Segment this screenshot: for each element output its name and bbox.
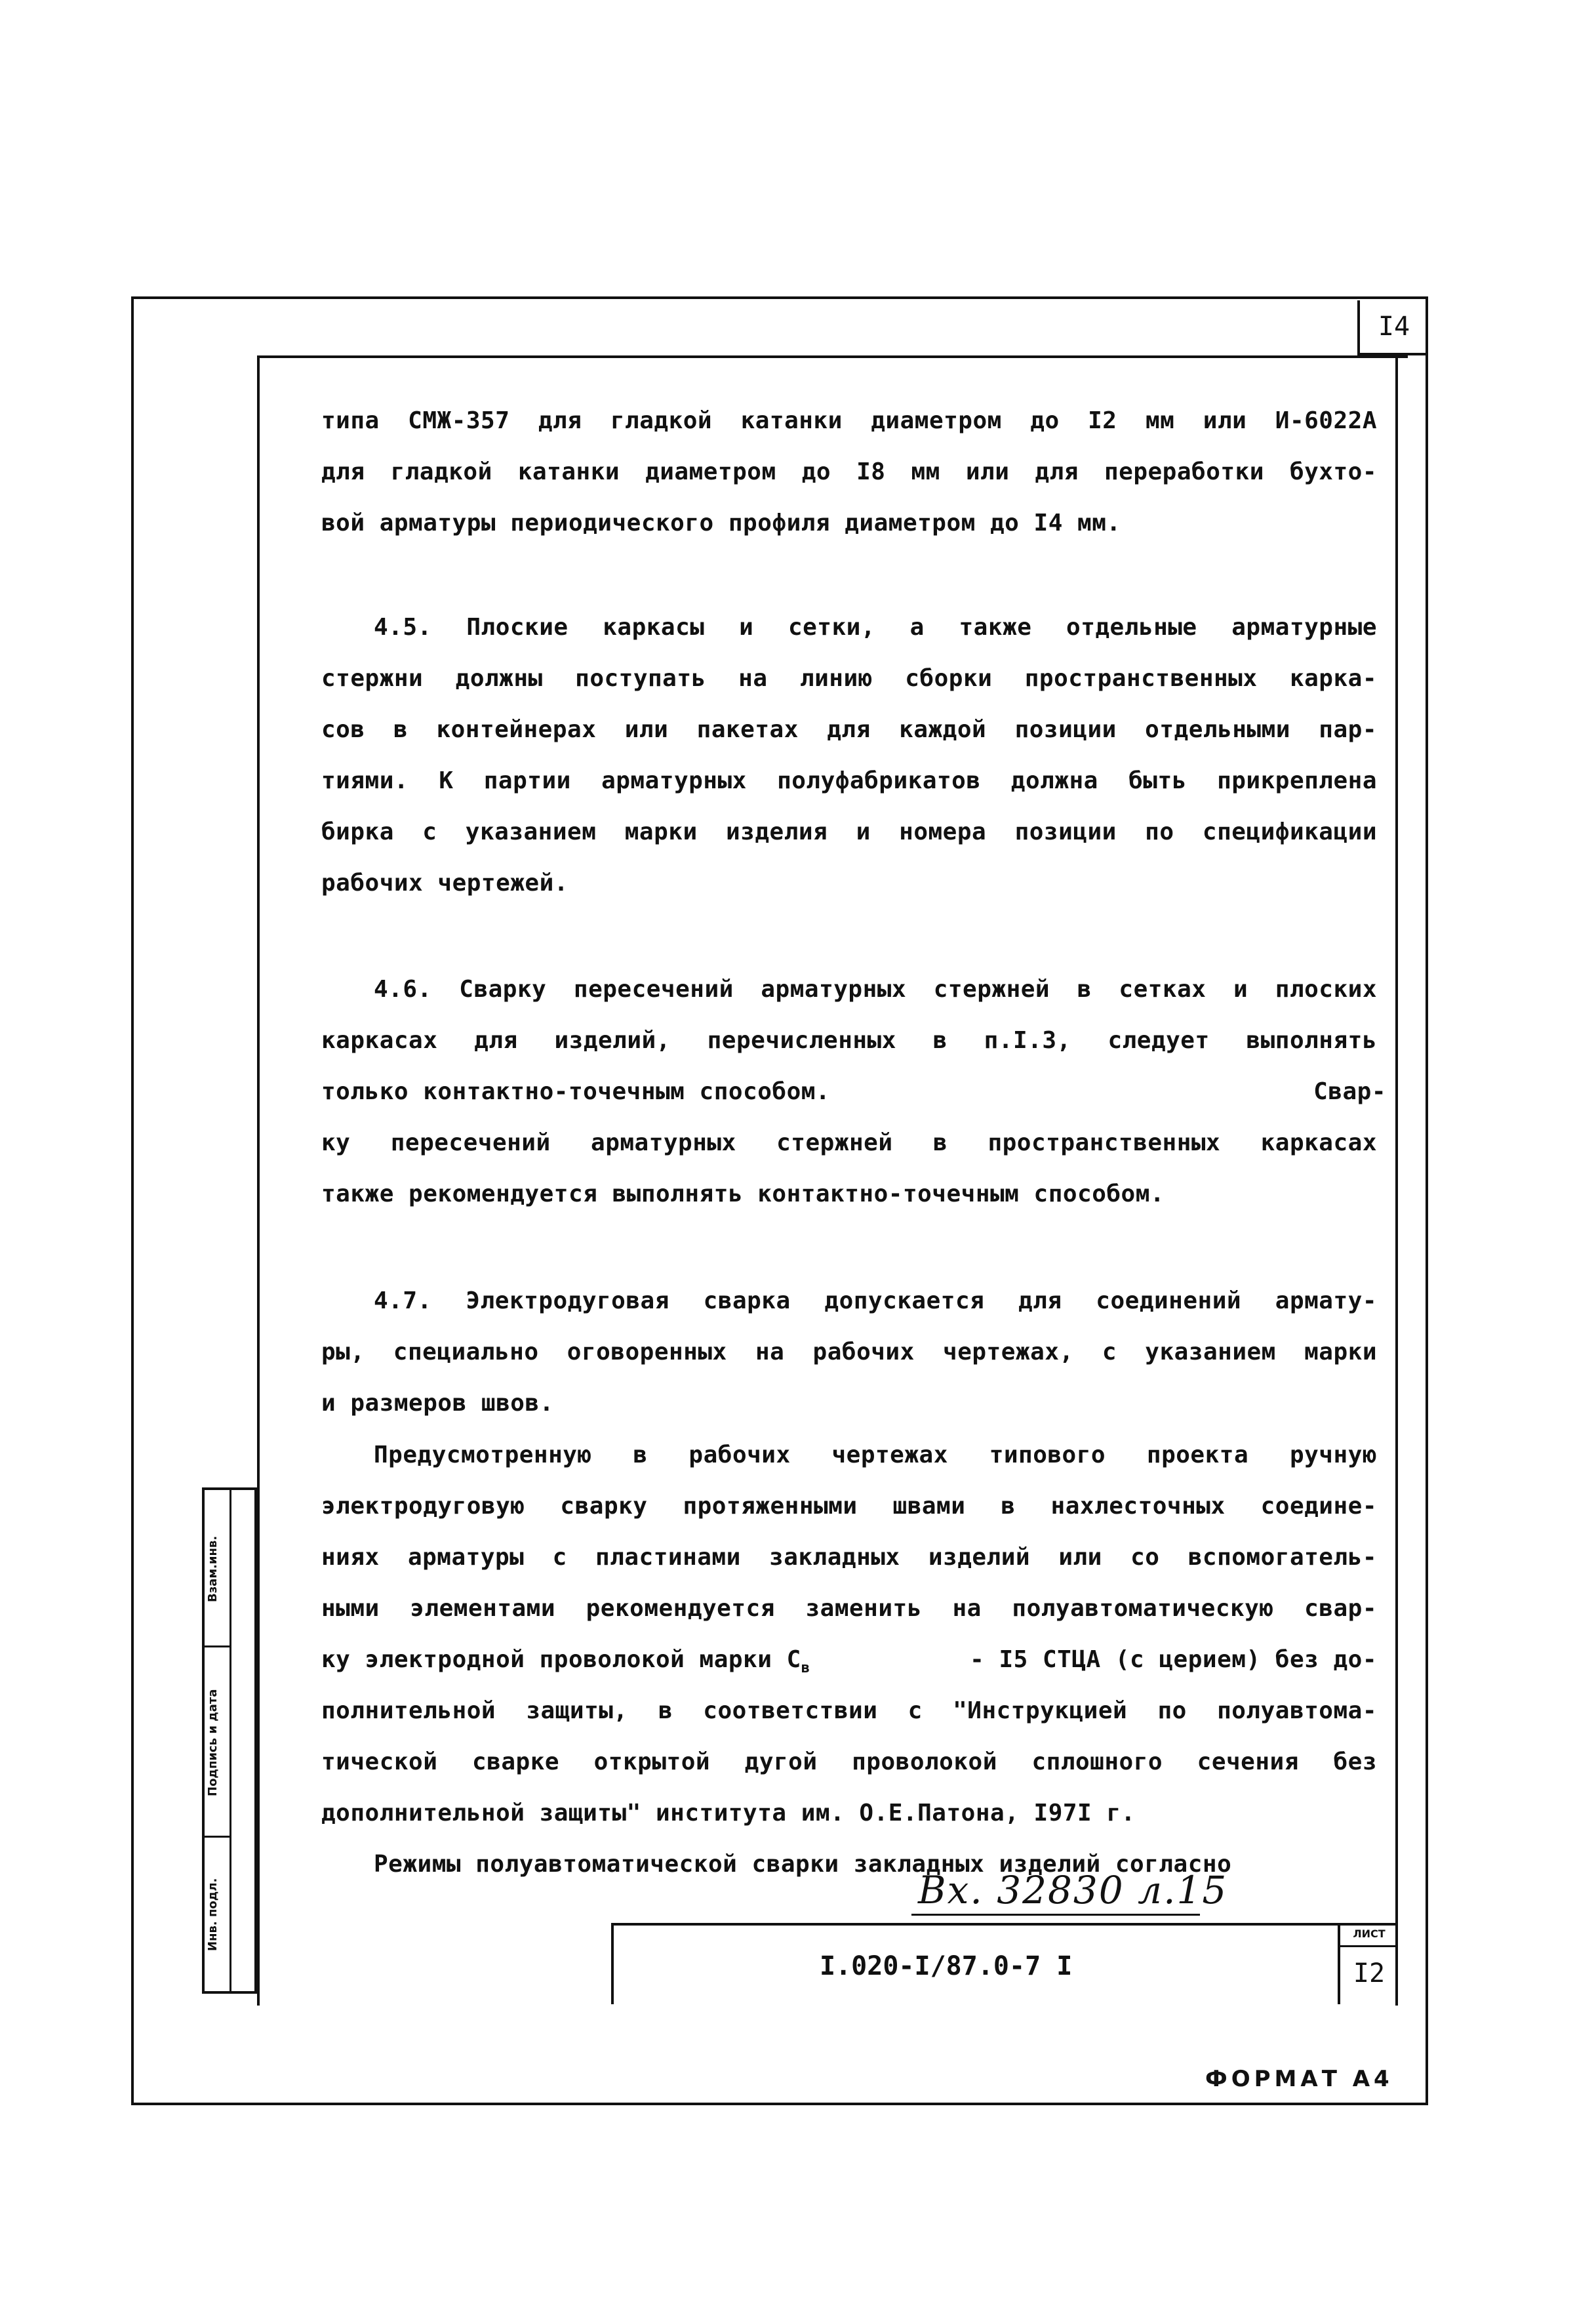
text-fragment: - I5 СТЦА (с церием) без до- <box>970 1646 1377 1673</box>
text-line: электродуговую сварку протяженными швами в нахлесточных соедине- <box>321 1493 1377 1520</box>
paragraph-intro <box>321 395 1377 549</box>
text-line: для гладкой катанки диаметром до I8 мм или для переработки бухто- <box>321 458 1377 485</box>
text-fragment: ку электродной проволокой марки С <box>321 1646 801 1673</box>
strip-divider <box>229 1490 231 1991</box>
text-line: каркасах для изделий, перечисленных в п.I.3, следует выполнять <box>321 1027 1377 1054</box>
paragraph-4-6 <box>321 964 1386 1220</box>
text-line: бирка с указанием марки изделия и номера позиции по спецификации <box>321 818 1377 845</box>
inner-frame-right-border <box>1395 355 1398 2006</box>
text-line: ку пересечений арматурных стержней в пространственных каркасах <box>321 1129 1377 1156</box>
text-line: и размеров швов. <box>321 1390 554 1417</box>
strip-label: Инв. подл. <box>206 1878 220 1951</box>
strip-cell <box>205 1647 229 1838</box>
strip-label: Подпись и дата <box>206 1689 220 1796</box>
sheet-number: I2 <box>1353 1958 1386 1988</box>
text-line: 4.6. Сварку пересечений арматурных стержней в сетках и плоских <box>374 976 1377 1003</box>
strip-cell <box>205 1838 229 1991</box>
subscript: в <box>801 1660 810 1676</box>
text-line: рабочих чертежей. <box>321 870 569 897</box>
top-sheet-number: I4 <box>1357 300 1428 355</box>
sheet-number-box <box>1338 1923 1398 2004</box>
text-fragment: Свар- <box>1313 1078 1386 1105</box>
text-line: также рекомендуется выполнять контактно-точечным способом. <box>321 1181 1165 1207</box>
text-line: полнительной защиты, в соответствии с "Инструкцией по полуавтома- <box>321 1697 1377 1724</box>
text-line: ры, специально оговоренных на рабочих чертежах, с указанием марки <box>321 1339 1377 1365</box>
text-line: сов в контейнерах или пакетах для каждой позиции отдельными пар- <box>321 716 1377 743</box>
text-line: тиями. К партии арматурных полуфабрикатов должна быть прикреплена <box>321 767 1377 794</box>
strip-label: Взам.инв. <box>206 1535 220 1602</box>
text-fragment <box>321 1634 810 1685</box>
text-line: 4.5. Плоские каркасы и сетки, а также отдельные арматурные <box>374 614 1377 641</box>
text-line: ниях арматуры с пластинами закладных изделий или со вспомогатель- <box>321 1544 1377 1571</box>
side-stamp-strip <box>202 1487 257 1994</box>
format-label: ФОРМАТ А4 <box>1205 2066 1393 2092</box>
text-fragment: только контактно-точечным способом. <box>321 1078 831 1105</box>
text-line: вой арматуры периодического профиля диаметром до I4 мм. <box>321 510 1121 536</box>
document-code: I.020-I/87.0-7 I <box>820 1951 1073 1981</box>
handwritten-underline <box>911 1914 1200 1916</box>
paragraph-4-7 <box>321 1276 1377 1429</box>
text-line: тической сварке открытой дугой проволокой сплошного сечения без <box>321 1748 1377 1775</box>
text-line <box>321 1066 1386 1118</box>
text-line: типа СМЖ-357 для гладкой катанки диаметром до I2 мм или И-6022А <box>321 407 1377 434</box>
paragraph-4-5 <box>321 602 1377 909</box>
handwritten-note: Вх. 32830 л.15 <box>918 1868 1228 1912</box>
paragraph-manual-welding <box>321 1430 1377 1890</box>
text-line: 4.7. Электродуговая сварка допускается для соединений армату- <box>374 1287 1377 1314</box>
strip-cell <box>205 1490 229 1647</box>
text-line: Режимы полуавтоматической сварки закладных изделий согласно <box>374 1851 1232 1878</box>
text-line <box>321 1634 1377 1685</box>
text-line: стержни должны поступать на линию сборки пространственных карка- <box>321 665 1377 692</box>
text-line: Предусмотренную в рабочих чертежах типового проекта ручную <box>374 1442 1377 1468</box>
text-line: дополнительной защиты" института им. О.Е.Патона, I97I г. <box>321 1800 1136 1827</box>
text-line: ными элементами рекомендуется заменить на полуавтоматическую свар- <box>321 1595 1377 1622</box>
sheet-label: ЛИСТ <box>1340 1923 1398 1947</box>
